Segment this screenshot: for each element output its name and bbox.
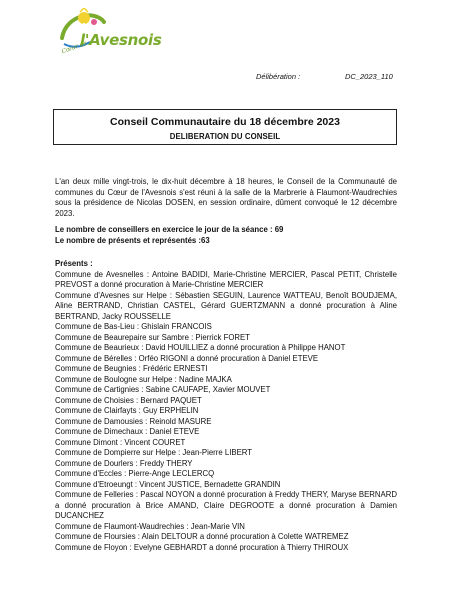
- list-item: Commune de Choisies : Bernard PAQUET: [55, 395, 202, 405]
- list-item: Commune de Felleries : Pascal NOYON a donné procuration à Freddy THERY, Maryse BERNARD a donné procuration à Brice AMAND, Claire DEGROOTE a donné procuration à Damien DUCANCHEZ: [55, 490, 397, 520]
- list-item: Commune de Dourlers : Freddy THERY: [55, 458, 193, 468]
- list-item: Commune de Beaurepaire sur Sambre : Pierrick FORET: [55, 332, 250, 342]
- list-item: Commune de Beaurieux : David HOUILLIEZ a donné procuration à Philippe HANOT: [55, 343, 346, 352]
- list-item: Commune de Floyon : Evelyne GEBHARDT a donné procuration à Thierry THIROUX: [55, 542, 349, 552]
- list-item: Commune de Dimechaux : Daniel ETEVE: [55, 427, 200, 436]
- list-item: Commune de Bas-Lieu : Ghislain FRANCOIS: [55, 322, 212, 331]
- deliberation-number: DC_2023_110: [345, 72, 393, 81]
- title-box: [53, 109, 397, 145]
- page-title: Conseil Communautaire du 18 décembre 2023: [110, 116, 340, 128]
- councillors-present: Le nombre de présents et représentés :63: [55, 235, 210, 245]
- list-item: Commune de Cartignies : Sabine CAUFAPE, Xavier MOUVET: [55, 385, 271, 394]
- deliberation-label: Délibération :: [256, 72, 301, 81]
- councillors-in-office: Le nombre de conseillers en exercice le jour de la séance : 69: [55, 225, 284, 234]
- list-item: Commune de Avesnelles : Antoine BADIDI, Marie-Christine MERCIER, Pascal PETIT, Christelle PREVOST a donné procuration à Marie-Christine MERCIER: [55, 269, 397, 289]
- list-item: Commune de Damousies : Reinold MASURE: [55, 416, 212, 426]
- list-item: Commune d'Eccles : Pierre-Ange LECLERCQ: [55, 469, 215, 478]
- presents-list: [55, 270, 397, 554]
- presents-heading: Présents :: [55, 259, 93, 268]
- list-item: Commune d'Etroeungt : Vincent JUSTICE, Bernadette GRANDIN: [55, 479, 281, 489]
- list-item: Commune Dimont : Vincent COURET: [55, 437, 186, 447]
- list-item: Commune de Bérelles : Orféo RIGONI a donné procuration à Daniel ETEVE: [55, 353, 319, 363]
- coeur-avesnois-logo: [58, 8, 162, 64]
- logo-tagline: Cœur de: [60, 39, 88, 56]
- logo-wordmark: l'Avesnois: [80, 31, 162, 49]
- list-item: Commune de Floursies : Alain DELTOUR a donné procuration à Colette WATREMEZ: [55, 532, 349, 541]
- list-item: Commune de Beugnies : Frédéric ERNESTI: [55, 364, 208, 373]
- list-item: Commune de Boulogne sur Helpe : Nadine MAJKA: [55, 374, 232, 384]
- list-item: Commune de Flaumont-Waudrechies : Jean-Marie VIN: [55, 521, 245, 531]
- page-subtitle: DELIBERATION DU CONSEIL: [169, 132, 281, 141]
- list-item: Commune de Dompierre sur Helpe : Jean-Pierre LIBERT: [55, 448, 253, 457]
- list-item: Commune d'Avesnes sur Helpe : Sébastien SEGUIN, Laurence WATTEAU, Benoît BOUDJEMA, Aline BERTRAND, Christian CASTEL, Gérard GUERTZMANN a donné procuration à Aline BERTRAND, Jacky ROUSSELLE: [55, 290, 397, 321]
- document-body: [55, 177, 397, 553]
- list-item: Commune de Clairfayts : Guy ERPHELIN: [55, 406, 199, 415]
- intro-paragraph: L'an deux mille vingt-trois, le dix-huit décembre à 18 heures, le Conseil de la Communauté de communes du Cœur de l'Avesnois s'est réuni à la salle de la Marbrerie à Flaumont-Waudrechies sous la présidence de Nicolas DOSEN, en session ordinaire, dûment convoqué le 12 décembre 2023.: [55, 177, 397, 218]
